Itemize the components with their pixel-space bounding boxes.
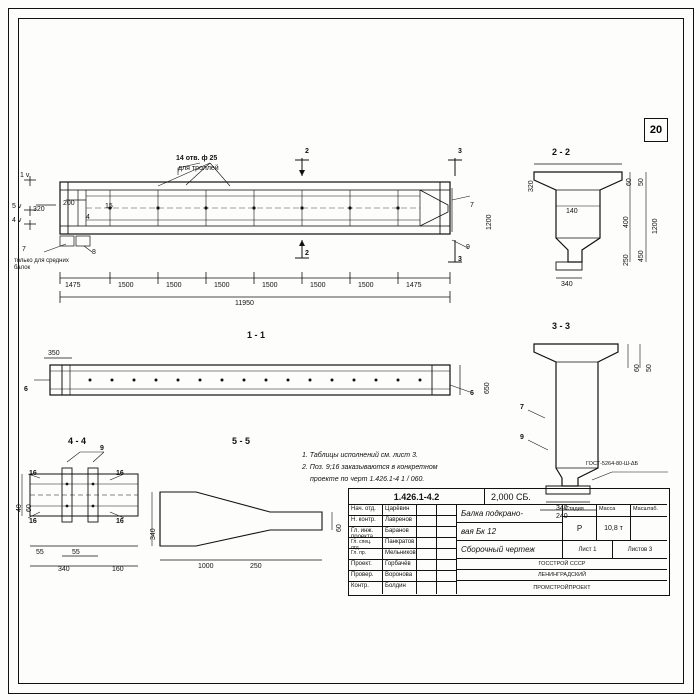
section-2-2-dim-140: 140	[566, 208, 578, 215]
sign-6	[417, 571, 437, 582]
chain-dim-2: 1500	[166, 282, 182, 289]
plan-label-4v: 4 v	[12, 217, 22, 224]
plan-mark-4: 4	[86, 214, 90, 221]
section-3-3-dim-340: 340	[556, 505, 568, 512]
plan-mark-7: 7	[22, 246, 26, 253]
section-mark-3-bottom: 3	[458, 256, 462, 263]
plan-dim-320: 320	[33, 206, 45, 213]
plan-mark-9: 9	[466, 244, 470, 251]
section-2-2-dim-50: 50	[638, 178, 645, 186]
role-3: Гл. спец. отд.	[349, 538, 383, 549]
sign-1	[417, 516, 437, 527]
date-4	[437, 549, 457, 560]
section-mark-2-top: 2	[305, 148, 309, 155]
sign-5	[417, 560, 437, 571]
sheets-label: Листов 3	[613, 541, 667, 559]
view-1-1-mark-6: 6	[24, 386, 28, 393]
section-3-3-dim-50: 50	[646, 364, 653, 372]
view-4-4-mark-9: 9	[100, 445, 104, 452]
view-4-4-mark-16c: 16	[29, 518, 37, 525]
section-2-2-title: 2 - 2	[552, 147, 571, 157]
view-4-4-dim-40: 40	[16, 504, 23, 512]
date-7	[437, 582, 457, 594]
plan-dim-200: 200	[63, 200, 75, 207]
chain-dim-6: 1500	[358, 282, 374, 289]
note-line-1: 1. Таблицы исполнений см. лист 3.	[302, 452, 418, 459]
section-3-3-dim-60: 60	[634, 364, 641, 372]
main-title-line-2: вая Бк 12	[457, 523, 563, 541]
section-mark-3-top: 3	[458, 148, 462, 155]
view-4-4-mark-16a: 16	[29, 470, 37, 477]
view-4-4-dim-60: 60	[26, 504, 33, 512]
view-4-4-mark-16b: 16	[116, 470, 124, 477]
role-2: Гл. инж. проекта	[349, 527, 383, 538]
view-4-4-dim-340: 340	[58, 566, 70, 573]
view-5-5-dim-340: 340	[150, 528, 157, 540]
sign-7	[417, 582, 437, 594]
view-1-1-mark-6b: 6	[470, 390, 474, 397]
name-7: Болдин	[383, 582, 417, 594]
sign-2	[417, 527, 437, 538]
plan-note-crane: только для средних балок	[14, 258, 69, 271]
chain-dim-4: 1500	[262, 282, 278, 289]
role-5: Проект.	[349, 560, 383, 571]
plan-total-length: 11950	[235, 300, 254, 307]
chain-dim-0: 1475	[65, 282, 81, 289]
view-5-5-title: 5 - 5	[232, 436, 251, 446]
chain-dim-1: 1500	[118, 282, 134, 289]
view-4-4-dim-55a: 55	[36, 549, 44, 556]
view-4-4-dim-160: 160	[112, 566, 124, 573]
section-2-2-dim-1200: 1200	[652, 218, 659, 234]
view-5-5-dim-1000: 1000	[198, 563, 214, 570]
name-2: Баранов	[383, 527, 417, 538]
section-2-2-dim-400: 400	[623, 216, 630, 228]
plan-label-5v: 5 v	[12, 203, 22, 210]
note-line-3: проекте по черт 1.426.1-4 1 / 060.	[310, 476, 425, 483]
name-4: Мельников	[383, 549, 417, 560]
name-3: Панкратов	[383, 538, 417, 549]
role-0: Нач. отд.	[349, 505, 383, 516]
role-7: Контр.	[349, 582, 383, 594]
chain-dim-7: 1475	[406, 282, 422, 289]
org-line-1: ГОССТРОЙ СССР	[457, 559, 667, 570]
section-3-3-title: 3 - 3	[552, 321, 571, 331]
view-5-5-dim-250: 250	[250, 563, 262, 570]
section-2-2-dim-250: 250	[623, 254, 630, 266]
role-6: Провер.	[349, 571, 383, 582]
page-number-box: 20	[644, 118, 668, 142]
main-title-line-3: Сборочный чертеж	[457, 541, 563, 559]
date-0	[437, 505, 457, 516]
sign-3	[417, 538, 437, 549]
name-5: Горбачёв	[383, 560, 417, 571]
drawing-code: 1.426.1-4.2	[349, 489, 485, 505]
view-5-5-dim-60: 60	[336, 524, 343, 532]
stage-label: Стадия	[563, 505, 597, 517]
date-2	[437, 527, 457, 538]
date-1	[437, 516, 457, 527]
title-block	[348, 488, 670, 596]
chain-dim-5: 1500	[310, 282, 326, 289]
note-line-2: 2. Поз. 9;16 заказываются в конкретном	[302, 464, 438, 471]
mass-value: 10,8 т	[597, 517, 631, 541]
section-3-3-mark-7: 7	[520, 404, 524, 411]
org-line-3: ПРОМСТРОЙПРОЕКТ	[533, 584, 591, 591]
stage-value: Р	[563, 517, 597, 541]
view-1-1-dim-350: 350	[48, 350, 60, 357]
view-1-1-dim-650: 650	[484, 382, 491, 394]
sign-0	[417, 505, 437, 516]
main-title-line-1: Балка подкрано-	[457, 505, 563, 523]
sheet-label: Лист 1	[563, 541, 613, 559]
plan-dim-15: 15	[105, 203, 113, 210]
scale-label: Масштаб.	[631, 505, 667, 517]
name-6: Воронова	[383, 571, 417, 582]
plan-mark-7b: 7	[470, 202, 474, 209]
org-line-2: ЛЕНИНГРАДСКИЙ	[457, 570, 667, 581]
chain-dim-3: 1500	[214, 282, 230, 289]
plan-mark-8: 8	[92, 249, 96, 256]
section-2-2-dim-340: 340	[561, 281, 573, 288]
date-3	[437, 538, 457, 549]
plan-holes-callout: 14 отв. ф 25	[176, 155, 218, 162]
role-1: Н. контр.	[349, 516, 383, 527]
section-2-2-dim-450: 450	[638, 250, 645, 262]
view-4-4-dim-55b: 55	[72, 549, 80, 556]
date-5	[437, 560, 457, 571]
scale-note: 2,000 СБ.	[485, 489, 667, 505]
scale-value	[631, 517, 667, 541]
name-0: Царёвин	[383, 505, 417, 516]
view-4-4-mark-16d: 16	[116, 518, 124, 525]
plan-dim-1200: 1200	[486, 214, 493, 230]
section-3-3-dim-240: 240	[556, 513, 568, 520]
plan-holes-callout-2: для троллей	[178, 165, 219, 172]
name-1: Лавренов	[383, 516, 417, 527]
section-3-3-weld-note: ГОСТ-5264-80-Ш-ΔБ	[586, 461, 639, 467]
role-4: Гл. пр.	[349, 549, 383, 560]
section-mark-2-bottom: 2	[305, 250, 309, 257]
plan-label-1v: 1 v	[20, 172, 30, 179]
view-4-4-title: 4 - 4	[68, 436, 87, 446]
section-2-2-dim-320: 320	[528, 180, 535, 192]
view-1-1-title: 1 - 1	[247, 330, 266, 340]
sign-4	[417, 549, 437, 560]
date-6	[437, 571, 457, 582]
mass-label: Масса	[597, 505, 631, 517]
section-3-3-mark-9: 9	[520, 434, 524, 441]
section-2-2-dim-60: 60	[626, 178, 633, 186]
